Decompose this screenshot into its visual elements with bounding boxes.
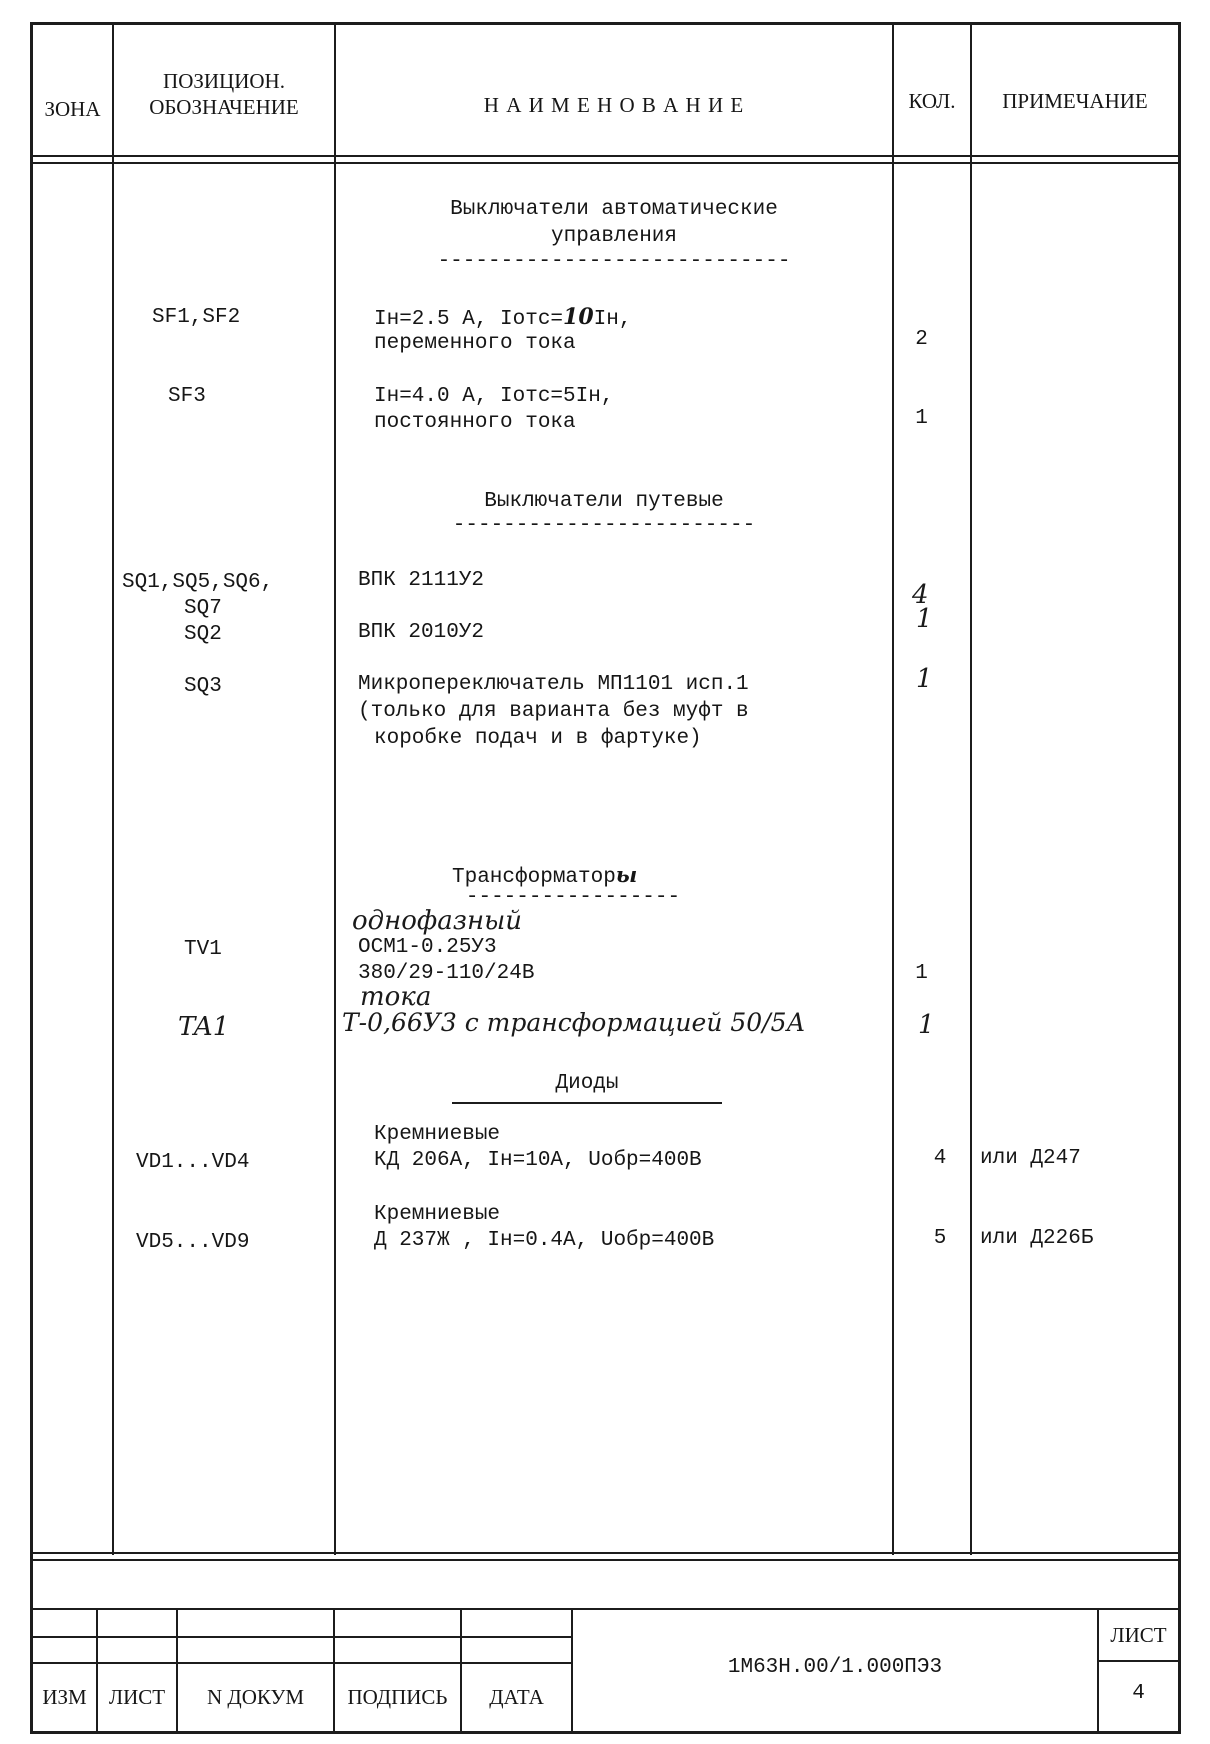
header-position-line1: ПОЗИЦИОН. (163, 69, 285, 93)
qty-vd1-vd4: 4 (933, 1147, 947, 1170)
section-title-transformers-typed: Трансформатор (452, 866, 616, 889)
pos-sq7: SQ7 (184, 597, 222, 620)
name-microswitch-line3: коробке подач и в фартуке) (374, 727, 702, 750)
column-line-name (892, 22, 894, 1555)
qty-vpk-2111-handwritten: 4 (912, 580, 929, 610)
pos-sq1-sq5-sq6: SQ1,SQ5,SQ6, (122, 571, 274, 594)
name-sf3-line2: постоянного тока (374, 411, 576, 434)
name-microswitch-line2: (только для варианта без муфт в (358, 700, 749, 723)
qty-microswitch-handwritten: 1 (916, 664, 933, 694)
pos-tv1: TV1 (184, 938, 222, 961)
pos-ta1-handwritten: TA1 (178, 1012, 230, 1042)
title-block-list: ЛИСТ (108, 1685, 166, 1709)
handwritten-correction-10: 10 (563, 304, 594, 330)
name-vpk-2111: ВПК 2111У2 (358, 569, 485, 592)
name-sf1-sf2-line1 (374, 304, 631, 333)
name-sf1-sf2-text-b: Iн, (593, 308, 632, 331)
document-code: 1М63Н.00/1.000ПЭ3 (727, 1656, 943, 1679)
frame-left-border (30, 22, 33, 1734)
title-block-col-2 (176, 1608, 178, 1733)
pos-vd5-vd9: VD5...VD9 (136, 1231, 250, 1254)
name-osm1-line1: ОСМ1-0.25У3 (358, 936, 497, 959)
header-name: Н А И М Е Н О В А Н И Е (483, 93, 745, 117)
note-vd1-vd4: или Д247 (980, 1147, 1081, 1170)
frame-right-border (1178, 22, 1181, 1734)
pos-sf3: SF3 (168, 385, 206, 408)
pos-vd1-vd4: VD1...VD4 (136, 1151, 250, 1174)
name-diodes-2-line1: Кремниевые (374, 1203, 501, 1226)
name-diodes-1-line2: КД 206А, Iн=10А, Uобр=400В (374, 1149, 702, 1172)
section-title-breakers-line1: Выключатели автоматические (450, 198, 778, 221)
name-diodes-1-line1: Кремниевые (374, 1123, 501, 1146)
header-rule-2 (30, 162, 1181, 164)
qty-vpk-2010-handwritten: 1 (916, 604, 933, 634)
note-vd5-vd9: или Д226Б (980, 1227, 1094, 1250)
title-block-izm: ИЗМ (42, 1685, 87, 1709)
qty-sf3: 1 (915, 407, 928, 430)
title-block-col-4 (460, 1608, 462, 1733)
section-title-diodes: Диоды (555, 1072, 619, 1095)
section-underline-limit-switches: ------------------------ (452, 514, 756, 537)
section-title-transformers-handwritten: ы (615, 862, 638, 887)
tv1-note-handwritten: однофазный (352, 906, 522, 936)
header-position-line2: ОБОЗНАЧЕНИЕ (149, 95, 299, 119)
table-bottom-rule-2 (30, 1559, 1181, 1561)
name-osm1-line2: 380/29-110/24В (358, 962, 535, 985)
section-underline-diodes (452, 1102, 722, 1104)
title-block-top-line (30, 1608, 1181, 1610)
name-sf3-line1: Iн=4.0 А, Iотс=5Iн, (374, 385, 614, 408)
title-block-col-3 (333, 1608, 335, 1733)
column-line-zone (112, 22, 114, 1555)
header-rule-1 (30, 155, 1181, 157)
name-vpk-2010: ВПК 2010У2 (358, 621, 485, 644)
section-title-limit-switches: Выключатели путевые (484, 490, 724, 513)
header-zone: ЗОНА (44, 97, 101, 121)
qty-vd5-vd9: 5 (933, 1227, 947, 1250)
name-t066-handwritten: Т-0,66У3 с трансформацией 50/5А (342, 1008, 806, 1037)
section-underline-transformers: ----------------- (465, 886, 681, 909)
frame-top-border (30, 22, 1181, 25)
pos-sq3: SQ3 (184, 675, 222, 698)
table-bottom-rule-1 (30, 1552, 1181, 1554)
title-block-sheet-divider (1098, 1660, 1181, 1662)
name-sf1-sf2-line2: переменного тока (374, 332, 576, 355)
title-block-row-line-2 (30, 1662, 572, 1664)
section-title-breakers-line2: управления (550, 225, 678, 248)
frame-bottom-border (30, 1731, 1181, 1734)
title-block-doc-number: N ДОКУМ (206, 1685, 305, 1709)
name-diodes-2-line2: Д 237Ж , Iн=0.4А, Uобр=400В (374, 1229, 715, 1252)
sheet-number: 4 (1132, 1682, 1145, 1705)
title-block-row-line-1 (30, 1636, 572, 1638)
column-line-qty (970, 22, 972, 1555)
sheet-label: ЛИСТ (1110, 1623, 1167, 1647)
name-microswitch-line1: Микропереключатель МП1101 исп.1 (358, 673, 749, 696)
qty-ta1-handwritten: 1 (918, 1010, 935, 1040)
header-qty: КОЛ. (908, 89, 956, 113)
name-sf1-sf2-text-a: Iн=2.5 А, Iотс= (374, 308, 564, 331)
pos-sq2: SQ2 (184, 623, 222, 646)
pos-sf1-sf2: SF1,SF2 (152, 306, 241, 329)
section-underline-breakers: ---------------------------- (437, 250, 791, 273)
qty-sf1-sf2: 2 (915, 328, 928, 351)
qty-tv1: 1 (915, 962, 928, 985)
title-block-signature: ПОДПИСЬ (347, 1685, 448, 1709)
title-block-date: ДАТА (489, 1685, 544, 1709)
ta1-note-handwritten: тока (360, 982, 432, 1012)
header-note: ПРИМЕЧАНИЕ (1002, 89, 1148, 113)
title-block-col-1 (96, 1608, 98, 1733)
